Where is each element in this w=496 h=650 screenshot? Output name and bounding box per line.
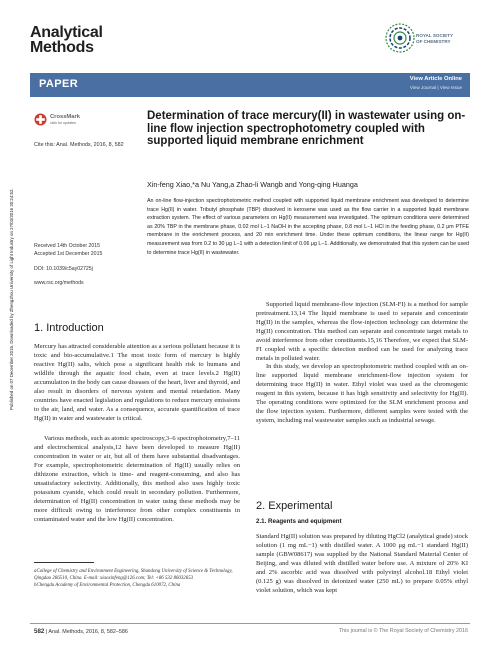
- experimental-paragraph-1: Standard Hg(II) solution was prepared by diluting HgCl2 (analytical grade) stock solution (1 mg mL−1) with distilled water. A 1000 μg mL−1 standard Hg(II) sample (GBW08617) was supplied by the National Standard Material Center of Beijing, and was diluted with distilled water before use. A mixture of 20% KI and 2% ascorbic acid was dissolved with polyvinyl alcohol.18 Ethyl violet (0.125 g) was dissolved in deionized water (250 mL) to prepare 0.05% ethyl violet solution, which was kept: [256, 533, 468, 594]
- article-type-label: PAPER: [39, 78, 79, 90]
- right-paragraph-1: Supported liquid membrane-flow injection (SLM-FI) is a method for sample pretreatment.13,14 The liquid membrane is used to separate and concentrate Hg(II) in the samples, whereas the flow-injection technology can determine the Hg(II) concentration. This method can separate and concentrate target metals to avoid interference from other constituents.15,16 Therefore, we expect that SLM-FI coupled with a specific detection method can be used for analyzing trace metals in polluted water.: [256, 301, 468, 362]
- authors: Xin-feng Xiao,*a Nu Yang,a Zhao-li Wangb and Yong-qing Huanga: [147, 180, 358, 189]
- rsc-logo-text: ROYAL SOCIETY OF CHEMISTRY: [416, 33, 454, 44]
- doi-link[interactable]: DOI: 10.1039/c5ay02725j: [34, 266, 93, 272]
- paper-band: [30, 73, 470, 97]
- crossmark-icon: [34, 113, 47, 126]
- subsection-reagents-heading: 2.1. Reagents and equipment: [256, 518, 342, 525]
- footer-copyright: This journal is © The Royal Society of Chemistry 2016: [338, 628, 468, 634]
- view-article-online-link[interactable]: View Article Online: [409, 76, 462, 82]
- dates: Received 14th October 2015 Accepted 1st December 2015: [34, 243, 103, 257]
- crossmark-badge[interactable]: CrossMark click for updates: [34, 113, 80, 126]
- citation: Cite this: Anal. Methods, 2016, 8, 582: [34, 142, 124, 148]
- right-paragraph-2: In this study, we develop an spectrophotometric method coupled with an on-line supported liquid membrane enrichment-flow injection system for determining trace Hg(II) in water. Ethyl violet was used as the chromogenic reagent in this system, because it has high sensitivity and selectivity for Hg(II). The operating conditions were optimized for the SLM enrichment process and the flow injection system. Furthermore, different samples were tested with the system, including real wastewater samples such as industrial sewage.: [256, 363, 468, 424]
- article-title: Determination of trace mercury(II) in wastewater using on-line flow injection spectrophotometry coupled with supported liquid membrane enrichment: [147, 110, 466, 148]
- intro-paragraph-2: Various methods, such as atomic spectroscopy,3–6 spectrophotometry,7–11 and electrochemical analysis,12 have been developed to measure Hg(II) concentration in water or air, but all of them have substantial disadvantages. For example, spectrophotometric determination of Hg(II) usually relies on dithizone extraction, which is time- and reagent-consuming, and also has unsatisfactory selectivity. Additionally, this method also uses highly toxic potassium cyanide, which could result in secondary pollution. Furthermore, determination of Hg(II) concentration in water using these methods may be more difficult owing to interference from other complex constituents in contaminated water and the low Hg(II) concentration.: [34, 435, 240, 523]
- footnotes: aCollege of Chemistry and Environment Engineering, Shandong University of Science & Technology, Qingdao 266510, China. E-mail: xiaoxinfeng@126.com; Tel: +86 532 86032653 bChengdu Academy of Environmental Protection, Chengdu 610072, China: [34, 569, 233, 588]
- section-introduction-heading: 1. Introduction: [34, 322, 104, 334]
- intro-paragraph-1: Mercury has attracted considerable attention as a serious pollutant because it is toxic and bio-accumulative.1 The most toxic form of mercury is highly reactive Hg(II) salts, which pose a significant health risk to humans and wildlife through the aquatic food chain, even at trace levels.2 Hg(II) accumulation in the body can cause diseases of the heart, liver and thyroid, and also result in disorders of nervous system and mental retardation. Many countries have enacted legislation and regulations to reduce mercury emissions to the air, land, and water. As a consequence, accurate quantification of trace Hg(II) in water and wastewater is critical.: [34, 343, 240, 422]
- footer-page-info: 582 | Anal. Methods, 2016, 8, 582–586: [34, 628, 128, 635]
- section-experimental-heading: 2. Experimental: [256, 500, 333, 512]
- abstract: An on-line flow-injection spectrophotometric method coupled with supported liquid membrane enrichment was developed to determine trace Hg(II) in water. Tributyl phosphate (TBP) dissolved in kerosene was used as the flow carrier in a supported liquid membrane extraction system. The effect of various parameters on Hg(II) measurement was investigated. The optimum conditions were determined as 20% TBP in the membrane phase, 0.02 mol L−1 NaOH in the accepting phase, 0.8 mol L−1 HCl in the feeding phase, 0.2 μm PTFE membrane in the enrichment process, and 20 min enrichment time. Under these optimum conditions, the linear range for Hg(II) measurement was from 0.2 to 30 μg L−1 with a detection limit of 0.06 μg L−1. Additionally, we demonstrated that this system can be used to determine trace Hg(II) in wastewater.: [147, 198, 469, 256]
- journal-title[interactable]: Analytical Methods: [30, 24, 103, 56]
- view-journal-issue-link[interactable]: View Journal | View Issue: [409, 85, 462, 90]
- footnote-rule: [34, 562, 94, 563]
- journal-url-link[interactable]: www.rsc.org/methods: [34, 280, 84, 286]
- download-side-note: Published on 07 December 2015. Downloaded by Zhengzhou University of Light Industry on 27/03/2016 20:24:52.: [9, 188, 14, 410]
- footer-rule: [30, 623, 470, 624]
